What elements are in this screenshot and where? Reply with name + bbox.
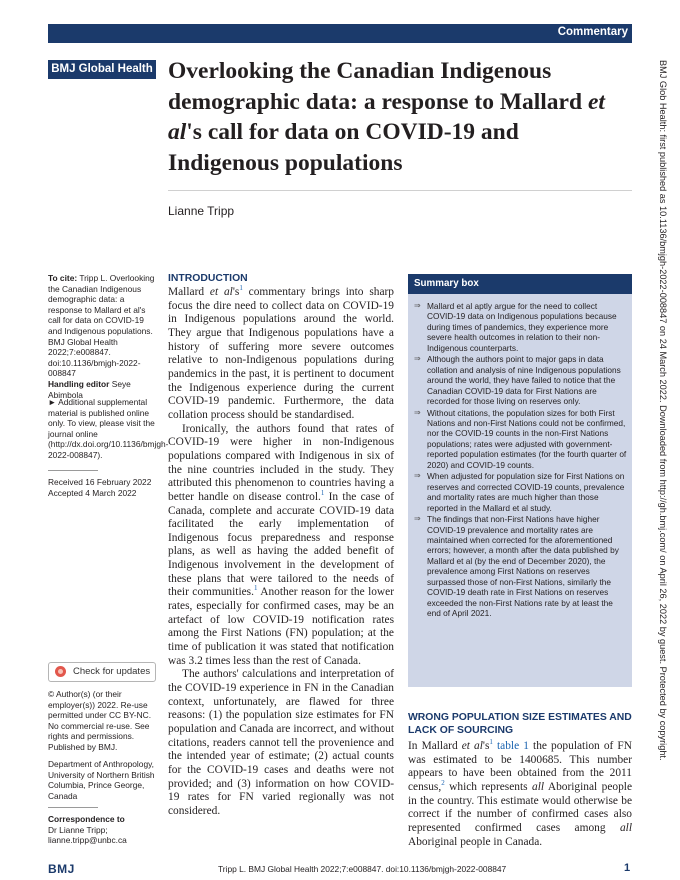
check-updates-label: Check for updates <box>73 666 151 677</box>
title-divider <box>168 190 632 191</box>
intro-heading: INTRODUCTION <box>168 273 248 284</box>
reference-link[interactable]: 2 <box>441 779 445 788</box>
summary-item: ⇒ Without citations, the population sizes for both First Nations and non-First Nations could not be confirmed, nor the COVID-19 counts in the non-First Nations populations; rates were adjusted with government-reported population estimates (for the fourth quarter of 2020) and COVID-19 counts. <box>414 408 628 471</box>
title-part1: Overlooking the Canadian Indigenous demographic data: a response to Mallard <box>168 58 588 115</box>
reference-link[interactable]: 1 <box>320 489 325 498</box>
bmj-logo: BMJ <box>48 862 75 876</box>
correspondence-email[interactable]: lianne.tripp@unbc.ca <box>48 835 127 846</box>
handling-name: Seye Abimbola <box>48 379 131 400</box>
section-bar <box>48 24 632 43</box>
download-note-text: BMJ Glob Health: first published as 10.1136/bmjgh-2022-008847 on 24 March 2022. Downloaded from http://gh.bmj.com/ on April 26, 2022 by guest. Protected by copyright. <box>658 60 668 761</box>
handling-label: Handling editor <box>48 379 110 389</box>
cite-block <box>48 273 160 379</box>
reference-link[interactable]: 1 <box>489 738 493 747</box>
cite-text: Tripp L. Overlooking the Canadian Indigenous demographic data: a response to Mallard et al's call for data on COVID-19 and Indigenous populations. BMJ Global Health 2022;7:e008847. doi:10.1136/bmjgh-2022-008847 <box>48 273 155 379</box>
correspondence <box>48 814 160 846</box>
reference-link[interactable]: 1 <box>253 584 258 593</box>
accepted-date: Accepted 4 March 2022 <box>48 488 137 498</box>
intro-paragraph-1: Mallard et $al's^1$ commentary brings into sharp focus the dire need to collect data on COVID-19 in Indigenous populations around the world. They argue that Indigenous populations have a history of suffering more severe outcomes relative to non-Indigenous populations during pandemics in the past, it is pertinent to document the Indigenous experience during the current COVID-19 pandemic. Furthermore, the data collation process should be standardised. <box>168 284 394 421</box>
summary-item: ⇒ The findings that non-First Nations have higher COVID-19 prevalence and mortality rates are maintained when corrected for the aforementioned errors; however, a month after the data published by Mallard et al (by the end of December 2020), the prevalence among First Nations on reserves surpassed those of non-First Nations, similarly the COVID-19 death rate in First Nations on reserves exceeded the non-First Nations rate by at least the end of April 2021. <box>414 514 628 619</box>
summary-box <box>408 274 632 687</box>
author-name: Lianne Tripp <box>168 204 235 218</box>
correspondence-label: Correspondence to <box>48 814 125 824</box>
summary-item: ⇒ When adjusted for population size for First Nations on reserves and corrected COVID-19 counts, prevalence and mortality rates are much higher than those reported in the Mallard et al study. <box>414 471 628 513</box>
journal-badge: BMJ Global Health <box>48 60 156 79</box>
section-label: Commentary <box>557 26 628 38</box>
cite-label: To cite: <box>48 273 78 283</box>
supplemental-note: ► Additional supplemental material is published online only. To view, please visit the journal online (http://dx.doi.org/10.1136/bmjgh-2022-008847). <box>48 397 169 460</box>
sidebar-separator-2 <box>48 807 98 808</box>
crossmark-icon <box>55 666 66 677</box>
correspondence-name: Dr Lianne Tripp; <box>48 824 108 835</box>
article-title <box>168 56 633 178</box>
table-link[interactable]: table 1 <box>497 740 529 752</box>
check-for-updates-button[interactable] <box>48 662 156 682</box>
copyright-note: © Author(s) (or their employer(s)) 2022. Re-use permitted under CC BY-NC. No commercial re-use. See rights and permissions. Published by BMJ. <box>48 689 152 752</box>
footer-citation: Tripp L. BMJ Global Health 2022;7:e008847. doi:10.1136/bmjgh-2022-008847 <box>218 864 507 874</box>
download-note <box>655 60 671 850</box>
summary-item: ⇒ Although the authors point to major gaps in data collation and analysis of nine Indigenous populations around the world, they have failed to notice that the Canadian COVID-19 data for First Nations are recorded for those living on reserves only. <box>414 354 628 406</box>
title-part2: 's call for data on COVID-19 and Indigenous populations <box>168 119 519 176</box>
page-number: 1 <box>624 862 631 874</box>
intro-paragraph-3: The authors' calculations and interpretation of the COVID-19 experience in FN in the Canadian context, unfortunately, are flawed for three reasons: (1) the population size estimates for FN population and Canada are incorrect, and without citations, readers cannot tell the provenience and the intended year of estimate; (2) actual counts for the COVID-19 cases and deaths were not provided; and (3) information on how COVID-19 rates for FN varied regionally was not considered. <box>168 668 394 817</box>
title-italic: et al <box>168 88 605 145</box>
intro-body <box>168 286 394 819</box>
summary-list <box>414 301 628 620</box>
summary-item: ⇒ Mallard et al aptly argue for the need to collect COVID-19 data on Indigenous populations because during times of pandemics, they experience more severe health outcomes in relation to their non-Indigenous counterparts. <box>414 301 628 353</box>
affiliation: Department of Anthropology, University of Northern British Columbia, Prince George, Canada <box>48 759 155 801</box>
summary-box-heading: Summary box <box>408 274 632 294</box>
intro-paragraph-2: Ironically, the authors found that rates of COVID-19 were higher in non-Indigenous populations compared with Indigenous in six of the nine countries included in the study. They attributed this phenomenon to countries having a better handle on disease control.$^1$ In the case of Canada, complete and accurate COVID-19 data facilitated the early implementation of Indigenous focus preparedness and response plans, as well as having the added benefit of Indigenous involvement in the development of these plans that were tailored to the needs of their communities.$^1$ Another reason for the lower rates, especially for confirmed cases, may be an artefact of low COVID-19 notification rates among the First Nations (FN) population; at the time of publication it was stated that notification was 3.2 times less than the rest of Canada. <box>168 422 394 667</box>
section2-paragraph: In Mallard et $al's^1$ table 1 the population of FN was estimated to be 1400685. This number appears to have been obtained from the 2011 census,$^2$ which represents all Aboriginal people in the country. This estimate would otherwise be correct if the number of confirmed cases also represented confirmed cases among all Aboriginal people in Canada. <box>408 738 633 848</box>
sidebar-separator <box>48 470 98 471</box>
received-date: Received 16 February 2022 <box>48 477 152 487</box>
section2-body <box>408 740 632 849</box>
reference-link[interactable]: 1 <box>239 284 243 293</box>
section2-heading: WRONG POPULATION SIZE ESTIMATES AND LACK OF SOURCING <box>408 712 632 736</box>
